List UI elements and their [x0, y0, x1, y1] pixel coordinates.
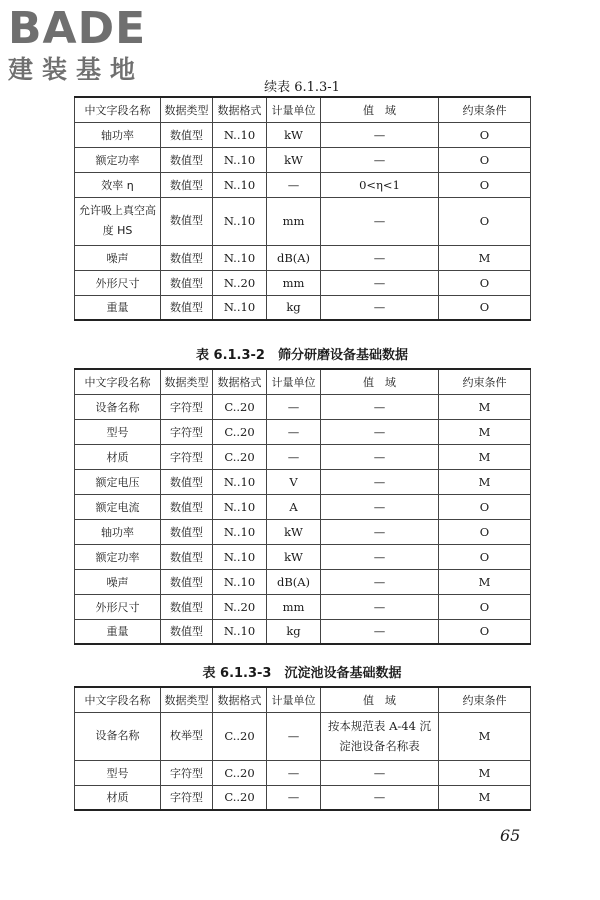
- table-cell: mm: [267, 594, 321, 619]
- table-cell: 外形尺寸: [75, 270, 161, 295]
- table-cell: —: [321, 270, 439, 295]
- table-cell: O: [439, 619, 531, 644]
- table-cell: 按本规范表 A-44 沉淀池设备名称表: [321, 712, 439, 760]
- table-cell: —: [321, 444, 439, 469]
- table-cell: N..10: [213, 469, 267, 494]
- table-cell: 数值型: [161, 197, 213, 245]
- table-cell: 设备名称: [75, 712, 161, 760]
- table3-caption: 表 6.1.3-3 沉淀池设备基础数据: [202, 666, 402, 681]
- table-cell: N..10: [213, 172, 267, 197]
- table-cell: 字符型: [161, 419, 213, 444]
- table-row: [75, 569, 531, 594]
- logo-subtitle: 建装基地: [8, 55, 145, 84]
- table-cell: —: [267, 444, 321, 469]
- table-cell: M: [439, 394, 531, 419]
- table-cell: 重量: [75, 619, 161, 644]
- table-cell: kg: [267, 619, 321, 644]
- table-cell: 数值型: [161, 469, 213, 494]
- table-cell: O: [439, 172, 531, 197]
- table-cell: 数值型: [161, 245, 213, 270]
- table-cell: —: [321, 122, 439, 147]
- table-cell: —: [321, 494, 439, 519]
- table-header-row: [75, 369, 531, 394]
- table-row: [75, 394, 531, 419]
- table-cell: O: [439, 544, 531, 569]
- table-cell: O: [439, 519, 531, 544]
- table-cell: M: [439, 245, 531, 270]
- table-cell: —: [321, 569, 439, 594]
- table-cell: C..20: [213, 785, 267, 810]
- table-cell: —: [321, 245, 439, 270]
- table-cell: mm: [267, 197, 321, 245]
- table-cell: N..10: [213, 295, 267, 320]
- table-cell: 数值型: [161, 270, 213, 295]
- table-cell: —: [321, 544, 439, 569]
- table1-caption: 续表 6.1.3-1: [264, 80, 340, 95]
- logo-wordmark: BADE: [8, 3, 147, 54]
- page-number: 65: [500, 826, 521, 845]
- column-header: 约束条件: [439, 97, 531, 122]
- table-cell: 0<η<1: [321, 172, 439, 197]
- table-cell: C..20: [213, 419, 267, 444]
- table-cell: 材质: [75, 444, 161, 469]
- table-cell: 数值型: [161, 569, 213, 594]
- table-cell: O: [439, 197, 531, 245]
- table-cell: N..10: [213, 245, 267, 270]
- table-cell: N..10: [213, 122, 267, 147]
- table-cell: 允许吸上真空高度 HS: [75, 197, 161, 245]
- column-header: 值 域: [321, 369, 439, 394]
- table-row: [75, 519, 531, 544]
- table-cell: mm: [267, 270, 321, 295]
- table-cell: —: [321, 594, 439, 619]
- table-cell: M: [439, 569, 531, 594]
- table-cell: 材质: [75, 785, 161, 810]
- table-cell: N..10: [213, 197, 267, 245]
- table-cell: 噪声: [75, 245, 161, 270]
- table3-body: [75, 712, 531, 810]
- table-cell: A: [267, 494, 321, 519]
- table-cell: 数值型: [161, 619, 213, 644]
- table-row: [75, 619, 531, 644]
- table-cell: N..10: [213, 519, 267, 544]
- table-cell: 数值型: [161, 295, 213, 320]
- table-cell: kW: [267, 147, 321, 172]
- table-row: [75, 295, 531, 320]
- table-cell: kW: [267, 122, 321, 147]
- table-cell: 数值型: [161, 172, 213, 197]
- table-cell: N..10: [213, 619, 267, 644]
- column-header: 值 域: [321, 97, 439, 122]
- table2-caption: 表 6.1.3-2 筛分研磨设备基础数据: [196, 348, 408, 363]
- table-cell: C..20: [213, 712, 267, 760]
- table-cell: N..20: [213, 594, 267, 619]
- table-header-row: [75, 687, 531, 712]
- table-cell: O: [439, 122, 531, 147]
- column-header: 值 域: [321, 687, 439, 712]
- table-cell: 字符型: [161, 785, 213, 810]
- table-cell: 字符型: [161, 394, 213, 419]
- table-row: [75, 245, 531, 270]
- table-cell: V: [267, 469, 321, 494]
- table1-body: [75, 122, 531, 320]
- table-row: [75, 712, 531, 760]
- table-cell: —: [267, 394, 321, 419]
- table-row: [75, 122, 531, 147]
- column-header: 中文字段名称: [75, 369, 161, 394]
- table-row: [75, 469, 531, 494]
- column-header: 中文字段名称: [75, 97, 161, 122]
- column-header: 约束条件: [439, 687, 531, 712]
- table-cell: 噪声: [75, 569, 161, 594]
- column-header: 约束条件: [439, 369, 531, 394]
- table-row: [75, 270, 531, 295]
- table-cell: —: [267, 172, 321, 197]
- table-cell: —: [321, 147, 439, 172]
- column-header: 计量单位: [267, 97, 321, 122]
- table-cell: N..10: [213, 494, 267, 519]
- table-cell: O: [439, 270, 531, 295]
- table-row: [75, 785, 531, 810]
- table-row: [75, 419, 531, 444]
- column-header: 数据格式: [213, 687, 267, 712]
- table-cell: —: [321, 519, 439, 544]
- table-cell: C..20: [213, 444, 267, 469]
- table-row: [75, 197, 531, 245]
- table-cell: kW: [267, 519, 321, 544]
- table-cell: 额定电流: [75, 494, 161, 519]
- table-cell: —: [267, 760, 321, 785]
- table-screening-grinding: [74, 368, 531, 645]
- table-cell: N..10: [213, 569, 267, 594]
- table-pump-continued: [74, 96, 531, 321]
- table-cell: M: [439, 444, 531, 469]
- table-cell: 轴功率: [75, 519, 161, 544]
- column-header: 数据格式: [213, 369, 267, 394]
- table-cell: C..20: [213, 394, 267, 419]
- table-cell: 字符型: [161, 760, 213, 785]
- table-cell: 数值型: [161, 544, 213, 569]
- table-cell: —: [321, 760, 439, 785]
- table-cell: 数值型: [161, 494, 213, 519]
- table-cell: dB(A): [267, 245, 321, 270]
- column-header: 数据类型: [161, 687, 213, 712]
- table-cell: O: [439, 594, 531, 619]
- table-sedimentation-tank: [74, 686, 531, 811]
- table-cell: O: [439, 147, 531, 172]
- table-cell: 枚举型: [161, 712, 213, 760]
- table-row: [75, 760, 531, 785]
- table-cell: —: [321, 295, 439, 320]
- table-cell: 型号: [75, 419, 161, 444]
- table-cell: 数值型: [161, 122, 213, 147]
- column-header: 数据格式: [213, 97, 267, 122]
- table-cell: dB(A): [267, 569, 321, 594]
- column-header: 数据类型: [161, 369, 213, 394]
- table-cell: 效率 η: [75, 172, 161, 197]
- table-row: [75, 544, 531, 569]
- table-cell: 数值型: [161, 147, 213, 172]
- table-cell: —: [321, 197, 439, 245]
- table-cell: 外形尺寸: [75, 594, 161, 619]
- table-row: [75, 444, 531, 469]
- table-cell: —: [321, 394, 439, 419]
- table-row: [75, 594, 531, 619]
- table-cell: M: [439, 469, 531, 494]
- table-row: [75, 494, 531, 519]
- table-cell: O: [439, 295, 531, 320]
- table-cell: M: [439, 785, 531, 810]
- table-cell: 额定电压: [75, 469, 161, 494]
- table-cell: 数值型: [161, 594, 213, 619]
- table-cell: —: [321, 419, 439, 444]
- table-cell: N..10: [213, 147, 267, 172]
- table-cell: —: [321, 619, 439, 644]
- table-row: [75, 147, 531, 172]
- table-cell: 字符型: [161, 444, 213, 469]
- table-cell: 额定功率: [75, 147, 161, 172]
- table-cell: 轴功率: [75, 122, 161, 147]
- table-cell: 额定功率: [75, 544, 161, 569]
- column-header: 中文字段名称: [75, 687, 161, 712]
- table-cell: 设备名称: [75, 394, 161, 419]
- table-cell: N..20: [213, 270, 267, 295]
- table-cell: 型号: [75, 760, 161, 785]
- logo: [8, 4, 146, 84]
- column-header: 计量单位: [267, 369, 321, 394]
- table-cell: C..20: [213, 760, 267, 785]
- table-row: [75, 172, 531, 197]
- column-header: 数据类型: [161, 97, 213, 122]
- table-cell: —: [321, 785, 439, 810]
- table2-body: [75, 394, 531, 644]
- table-cell: O: [439, 494, 531, 519]
- table-cell: —: [267, 712, 321, 760]
- table-cell: M: [439, 712, 531, 760]
- table-cell: —: [267, 785, 321, 810]
- table-cell: 数值型: [161, 519, 213, 544]
- table-cell: —: [321, 469, 439, 494]
- table-cell: —: [267, 419, 321, 444]
- table-cell: 重量: [75, 295, 161, 320]
- table-cell: M: [439, 419, 531, 444]
- column-header: 计量单位: [267, 687, 321, 712]
- table-cell: kg: [267, 295, 321, 320]
- table-header-row: [75, 97, 531, 122]
- table-cell: N..10: [213, 544, 267, 569]
- table-cell: M: [439, 760, 531, 785]
- table-cell: kW: [267, 544, 321, 569]
